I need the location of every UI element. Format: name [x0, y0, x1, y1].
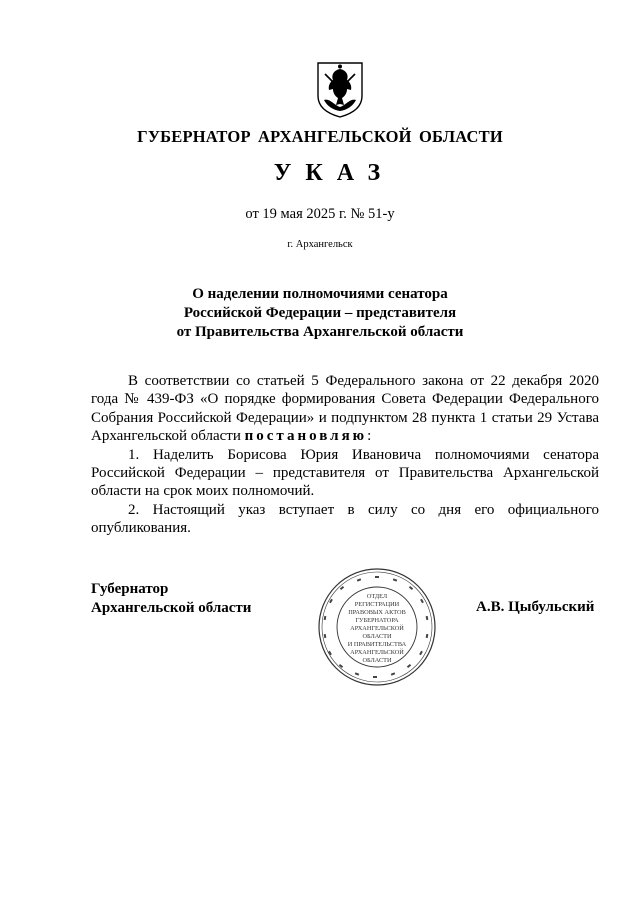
organization-heading: ГУБЕРНАТОР АРХАНГЕЛЬСКОЙ ОБЛАСТИ [137, 127, 503, 146]
stamp-text-line: ГУБЕРНАТОРА [355, 617, 399, 624]
stamp-text-line: РЕГИСТРАЦИИ [354, 601, 400, 608]
title-line: О наделении полномочиями сенатора [192, 286, 448, 302]
preamble-text: В соответствии со статьей 5 Федерального закона от 22 декабря 2020 года № 439-ФЗ «О порядке формирования Совета Федерации Федерального Собрания Российской Федерации» и подпунктом 28 пункта 1 статьи 29 Устава Архангельской области [91, 373, 599, 445]
signatory-position [91, 580, 251, 617]
stamp-text-line: АРХАНГЕЛЬСКОЙ [350, 625, 404, 632]
official-stamp-icon [317, 567, 437, 687]
stamp-text-line: АРХАНГЕЛЬСКОЙ [350, 649, 404, 656]
document-date-number: от 19 мая 2025 г. № 51-у [245, 206, 395, 222]
stamp-text-line: ОБЛАСТИ [362, 657, 392, 664]
document-body [91, 372, 599, 538]
stamp-text-line: ОТДЕЛ [366, 593, 388, 600]
document-city: г. Архангельск [287, 239, 353, 250]
stamp-text-line: ОБЛАСТИ [362, 633, 392, 640]
stamp-text-line: И ПРАВИТЕЛЬСТВА [347, 641, 407, 648]
stamp-text-line: ПРАВОВЫХ АКТОВ [348, 609, 406, 616]
title-line: от Правительства Архангельской области [176, 324, 464, 340]
coat-of-arms-icon [315, 60, 365, 118]
document-title [0, 285, 640, 342]
document-type-heading: УКАЗ [273, 160, 395, 186]
resolve-colon: : [367, 428, 372, 445]
signatory-position-line: Губернатор [91, 581, 169, 597]
signatory-position-line: Архангельской области [91, 599, 252, 616]
signatory-name: А.В. Цыбульский [476, 599, 595, 615]
resolve-word: постановляю [244, 428, 368, 445]
preamble-paragraph [91, 372, 599, 446]
item-1-paragraph: 1. Наделить Борисова Юрия Ивановича полномочиями сенатора Российской Федерации – представителя от Правительства Архангельской области на срок моих полномочий. [91, 446, 599, 500]
title-line: Российской Федерации – представителя [183, 305, 457, 321]
item-2-paragraph: 2. Настоящий указ вступает в силу со дня его официального опубликования. [91, 501, 599, 537]
